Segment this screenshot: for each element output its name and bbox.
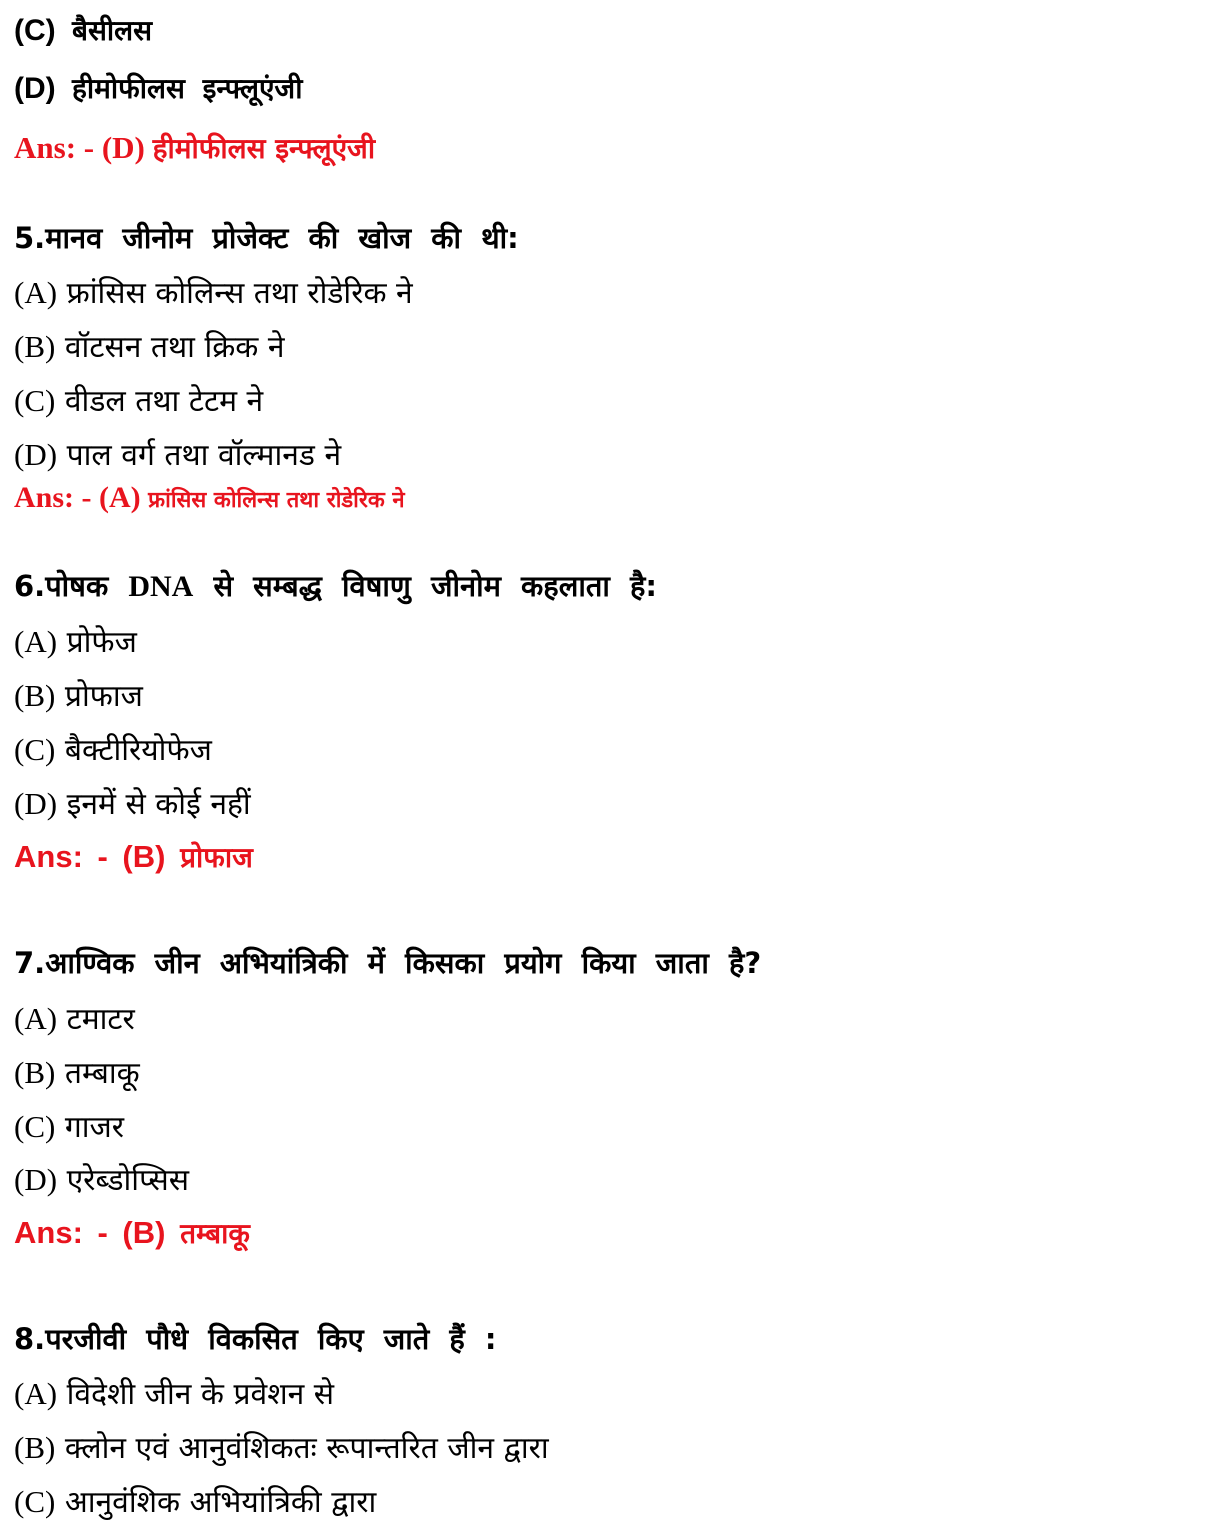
option-text: टमाटर bbox=[66, 1002, 135, 1037]
question-8: 8.परजीवी पौधे विकसित किए जाते हैं : bbox=[14, 1322, 497, 1356]
option-c-prev bbox=[14, 16, 152, 46]
answer-text: फ्रांसिस कोलिन्स तथा रोडेरिक ने bbox=[148, 488, 405, 513]
option-letter: (A) bbox=[14, 624, 58, 659]
option-letter: (A) bbox=[14, 1001, 58, 1036]
option-text: प्रोफाज bbox=[64, 679, 143, 714]
q5-option-c bbox=[14, 385, 263, 417]
option-text: बैसीलस bbox=[72, 14, 153, 47]
option-letter: (C) bbox=[14, 1109, 56, 1144]
q6-option-c bbox=[14, 734, 212, 766]
option-letter: (B) bbox=[14, 329, 56, 364]
q6-option-d bbox=[14, 788, 251, 820]
option-text: इनमें से कोई नहीं bbox=[66, 787, 251, 822]
option-text: आनुवंशिक अभियांत्रिकी द्वारा bbox=[64, 1485, 377, 1520]
option-letter: (D) bbox=[14, 437, 58, 472]
answer-prefix: Ans: - (B) bbox=[14, 1215, 166, 1250]
option-letter: (D) bbox=[14, 1162, 58, 1197]
q5-answer bbox=[14, 483, 405, 513]
q6-option-a bbox=[14, 626, 137, 658]
option-d-prev bbox=[14, 74, 302, 104]
option-letter: (B) bbox=[14, 1055, 56, 1090]
q8-option-a bbox=[14, 1378, 334, 1410]
question-6-end: से सम्बद्ध विषाणु जीनोम कहलाता है: bbox=[213, 569, 658, 603]
option-letter: (A) bbox=[14, 1376, 58, 1411]
answer-text: प्रोफाज bbox=[180, 841, 253, 874]
answer-prefix: Ans: - (B) bbox=[14, 839, 166, 874]
option-text: पाल वर्ग तथा वॉल्मानड ने bbox=[66, 438, 342, 473]
question-6-start: 6.पोषक bbox=[14, 569, 109, 603]
q7-answer bbox=[14, 1217, 250, 1248]
option-letter: (C) bbox=[14, 383, 56, 418]
option-text: फ्रांसिस कोलिन्स तथा रोडेरिक ने bbox=[66, 276, 413, 311]
option-letter: (C) bbox=[14, 1484, 56, 1519]
option-text: प्रोफेज bbox=[66, 625, 137, 660]
answer-prefix: Ans: - (D) bbox=[14, 130, 145, 165]
option-text: वीडल तथा टेटम ने bbox=[64, 384, 264, 419]
q8-option-c bbox=[14, 1486, 376, 1518]
answer-text: तम्बाकू bbox=[180, 1217, 250, 1250]
question-5: 5.मानव जीनोम प्रोजेक्ट की खोज की थी: bbox=[14, 221, 519, 255]
option-letter: (C) bbox=[14, 732, 56, 767]
option-letter: (C) bbox=[14, 14, 56, 47]
option-text: क्लोन एवं आनुवंशिकतः रूपान्तरित जीन द्वारा bbox=[64, 1431, 549, 1466]
option-letter: (B) bbox=[14, 1430, 56, 1465]
q7-option-b bbox=[14, 1057, 140, 1089]
option-letter: (A) bbox=[14, 275, 58, 310]
option-text: एरेब्डोप्सिस bbox=[66, 1163, 190, 1198]
q6-answer bbox=[14, 841, 253, 872]
question-7: 7.आण्विक जीन अभियांत्रिकी में किसका प्रयोग किया जाता है? bbox=[14, 946, 762, 980]
option-text: हीमोफीलस इन्फ्लूएंजी bbox=[72, 72, 303, 105]
option-letter: (B) bbox=[14, 678, 56, 713]
option-text: गाजर bbox=[64, 1110, 125, 1145]
answer-text: हीमोफीलस इन्फ्लूएंजी bbox=[152, 132, 376, 165]
q7-option-c bbox=[14, 1111, 124, 1143]
q5-option-d bbox=[14, 439, 341, 471]
answer-prefix: Ans: - (A) bbox=[14, 481, 141, 514]
q8-option-b bbox=[14, 1432, 549, 1464]
q6-option-b bbox=[14, 680, 143, 712]
answer-prev bbox=[14, 132, 375, 163]
option-text: वॉटसन तथा क्रिक ने bbox=[64, 330, 285, 365]
option-letter: (D) bbox=[14, 72, 56, 105]
option-text: तम्बाकू bbox=[64, 1056, 140, 1091]
q7-option-d bbox=[14, 1164, 189, 1196]
q5-option-b bbox=[14, 331, 285, 363]
option-letter: (D) bbox=[14, 786, 58, 821]
q7-option-a bbox=[14, 1003, 135, 1035]
question-6 bbox=[14, 569, 658, 603]
question-6-latin: DNA bbox=[128, 570, 194, 603]
q5-option-a bbox=[14, 277, 413, 309]
option-text: विदेशी जीन के प्रवेशन से bbox=[66, 1377, 335, 1412]
option-text: बैक्टीरियोफेज bbox=[64, 733, 212, 768]
